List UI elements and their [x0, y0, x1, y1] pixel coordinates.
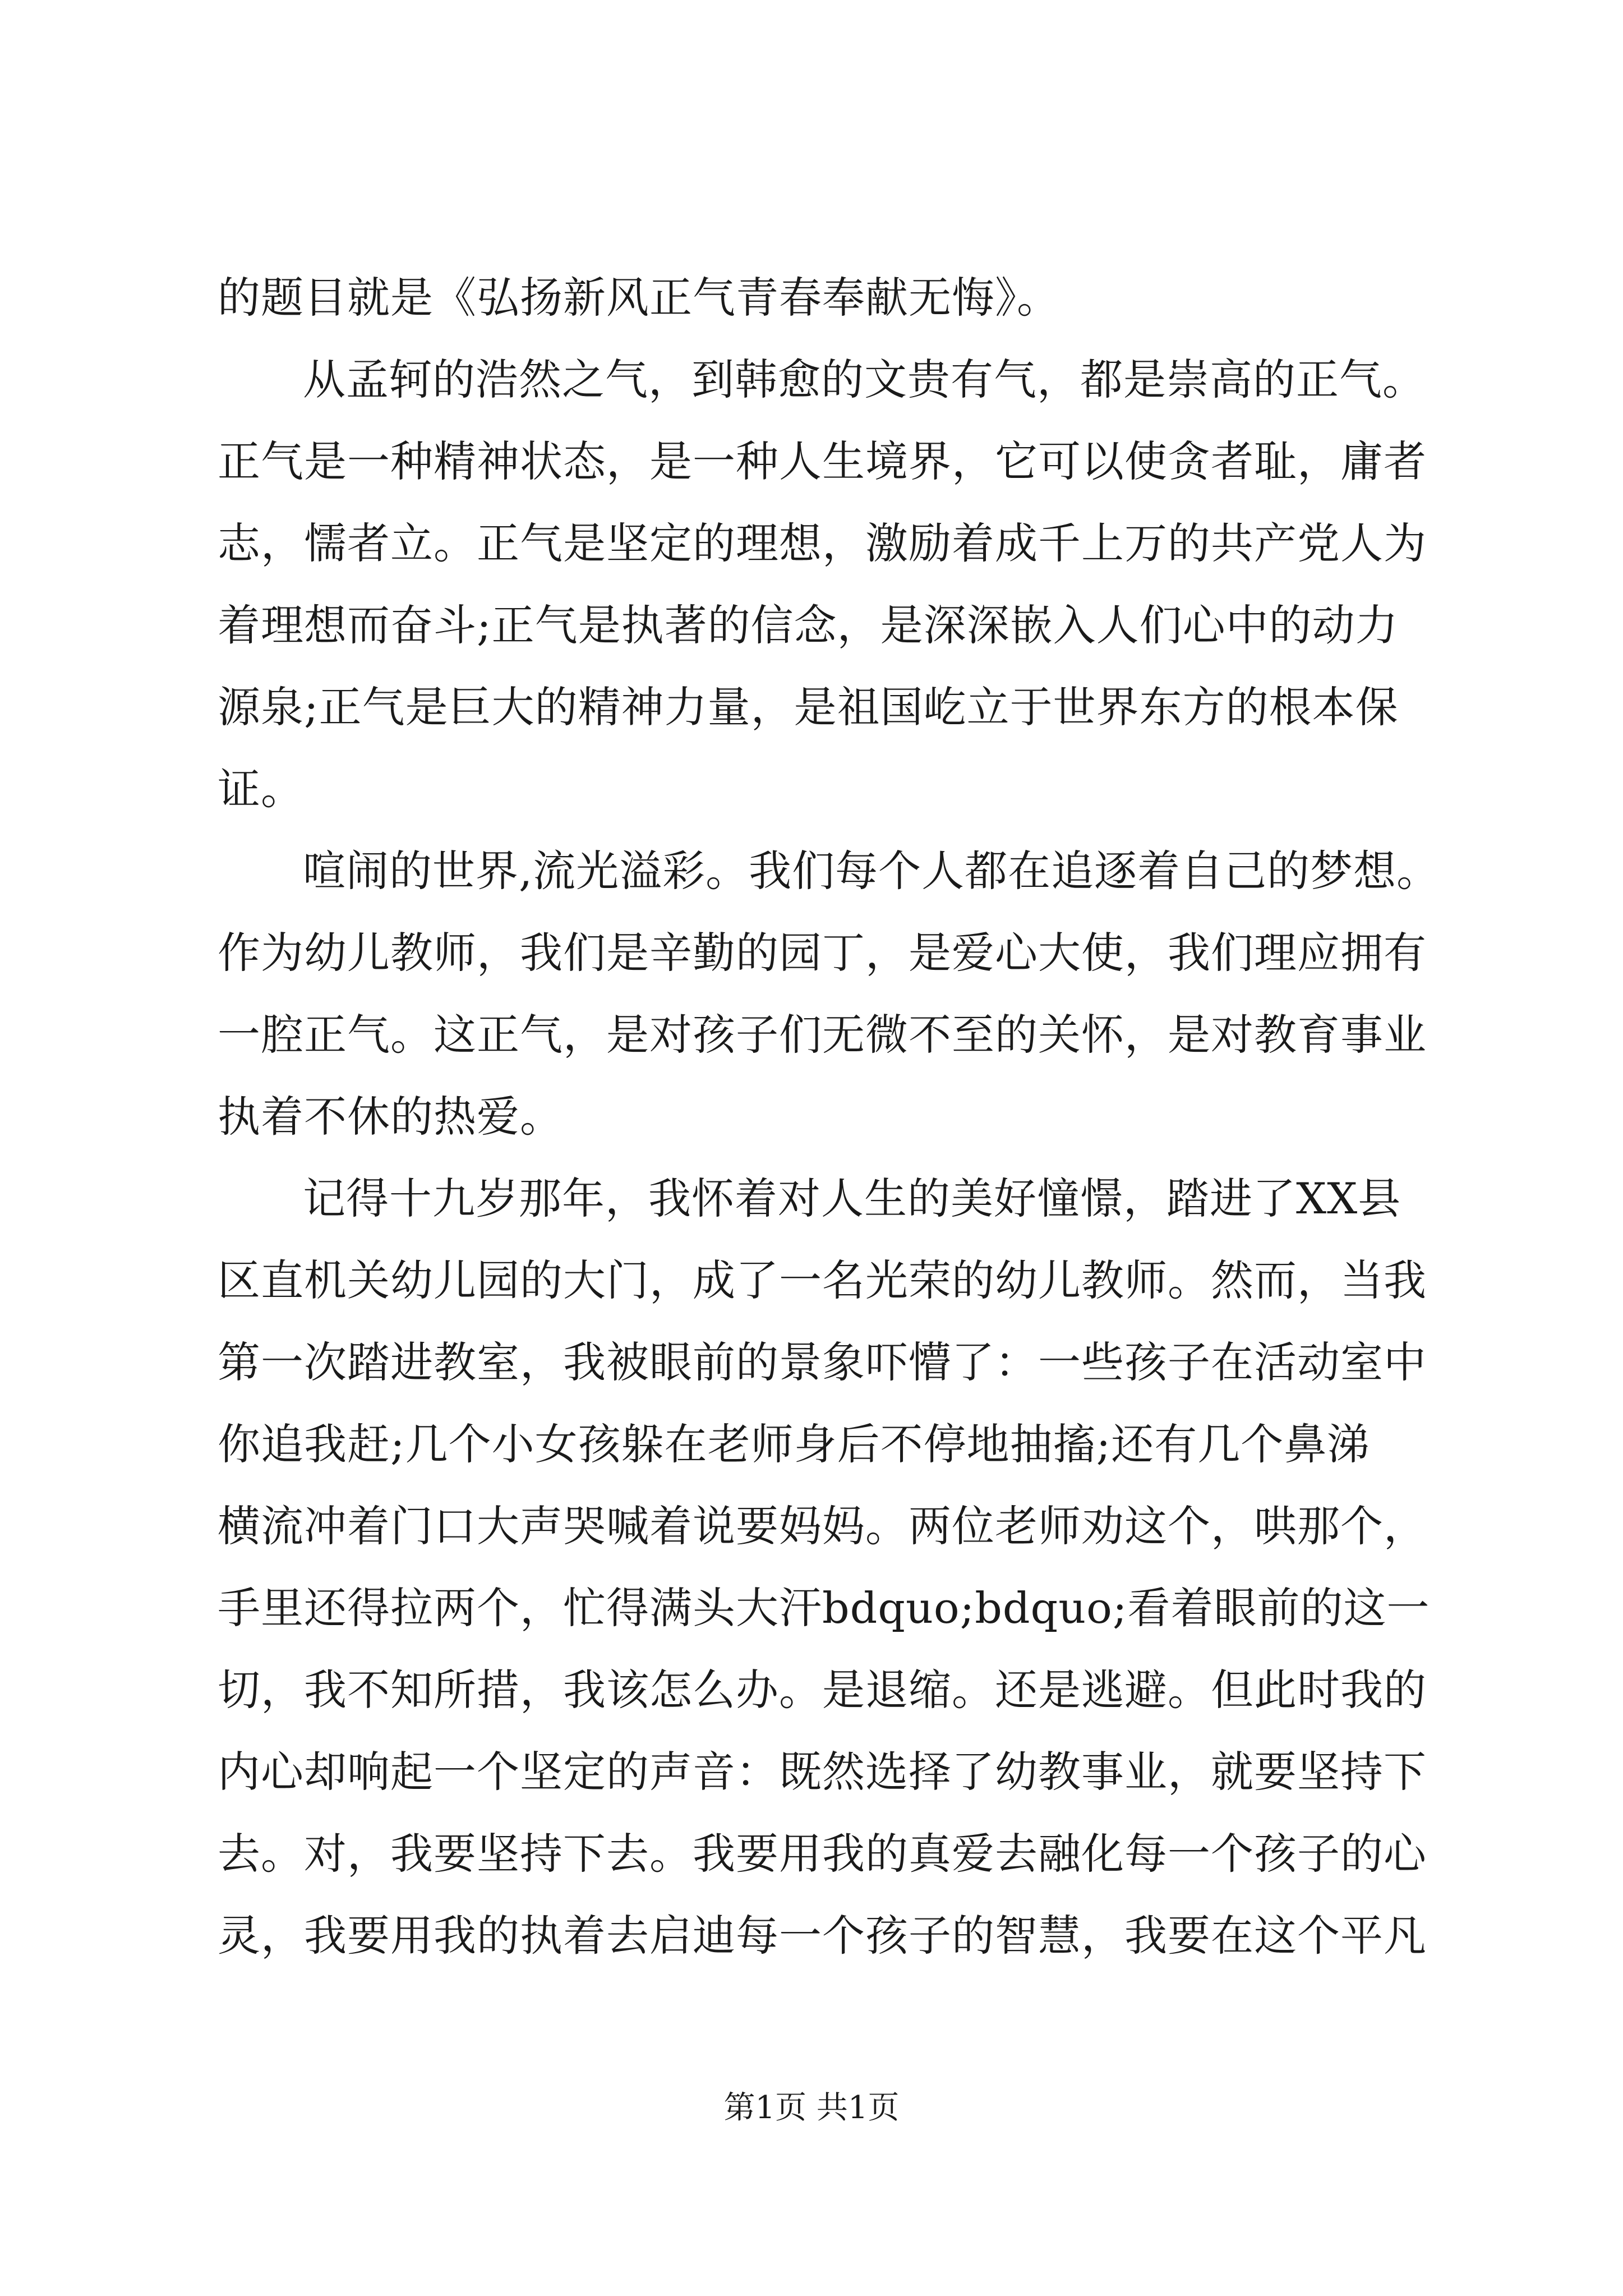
text-line: 证。 — [218, 764, 304, 814]
text-line: 着理想而奋斗;正气是执著的信念，是深深嵌入人们心中的动力 — [218, 600, 1399, 650]
text-line: 的题目就是《弘扬新风正气青春奉献无悔》。 — [218, 273, 1060, 323]
text-line: 你追我赶;几个小女孩躲在老师身后不停地抽搐;还有几个鼻涕 — [218, 1419, 1371, 1469]
text-line: 手里还得拉两个，忙得满头大汗bdquo;bdquo;看着眼前的这一 — [218, 1583, 1430, 1633]
page-number-footer: 第1页 共1页 — [723, 2090, 900, 2126]
text-line: 横流冲着门口大声哭喊着说要妈妈。两位老师劝这个，哄那个， — [218, 1501, 1427, 1551]
text-line: 切，我不知所措，我该怎么办。是退缩。还是逃避。但此时我的 — [218, 1665, 1427, 1715]
text-line: 正气是一种精神状态，是一种人生境界，它可以使贪者耻，庸者 — [218, 436, 1427, 486]
text-line: 第一次踏进教室，我被眼前的景象吓懵了：一些孩子在活动室中 — [218, 1337, 1427, 1387]
text-line: 灵，我要用我的执着去启迪每一个孩子的智慧，我要在这个平凡 — [218, 1911, 1427, 1961]
text-line: 源泉;正气是巨大的精神力量，是祖国屹立于世界东方的根本保 — [218, 682, 1399, 732]
paragraph-first-line: 喧闹的世界,流光溢彩。我们每个人都在追逐着自己的梦想。 — [303, 846, 1440, 896]
paragraph-first-line: 记得十九岁那年，我怀着对人生的美好憧憬，踏进了XX县 — [303, 1174, 1401, 1223]
text-line: 内心却响起一个坚定的声音：既然选择了幼教事业，就要坚持下 — [218, 1747, 1427, 1797]
paragraph-first-line: 从孟轲的浩然之气，到韩愈的文贵有气，都是崇高的正气。 — [303, 355, 1426, 404]
text-line: 一腔正气。这正气，是对孩子们无微不至的关怀，是对教育事业 — [218, 1010, 1427, 1060]
text-line: 去。对，我要坚持下去。我要用我的真爱去融化每一个孩子的心 — [218, 1829, 1427, 1879]
text-line: 区直机关幼儿园的大门，成了一名光荣的幼儿教师。然而，当我 — [218, 1255, 1427, 1305]
text-line: 执着不休的热爱。 — [218, 1092, 563, 1142]
text-line: 志，懦者立。正气是坚定的理想，激励着成千上万的共产党人为 — [218, 518, 1427, 568]
text-line: 作为幼儿教师，我们是辛勤的园丁，是爱心大使，我们理应拥有 — [218, 928, 1427, 978]
